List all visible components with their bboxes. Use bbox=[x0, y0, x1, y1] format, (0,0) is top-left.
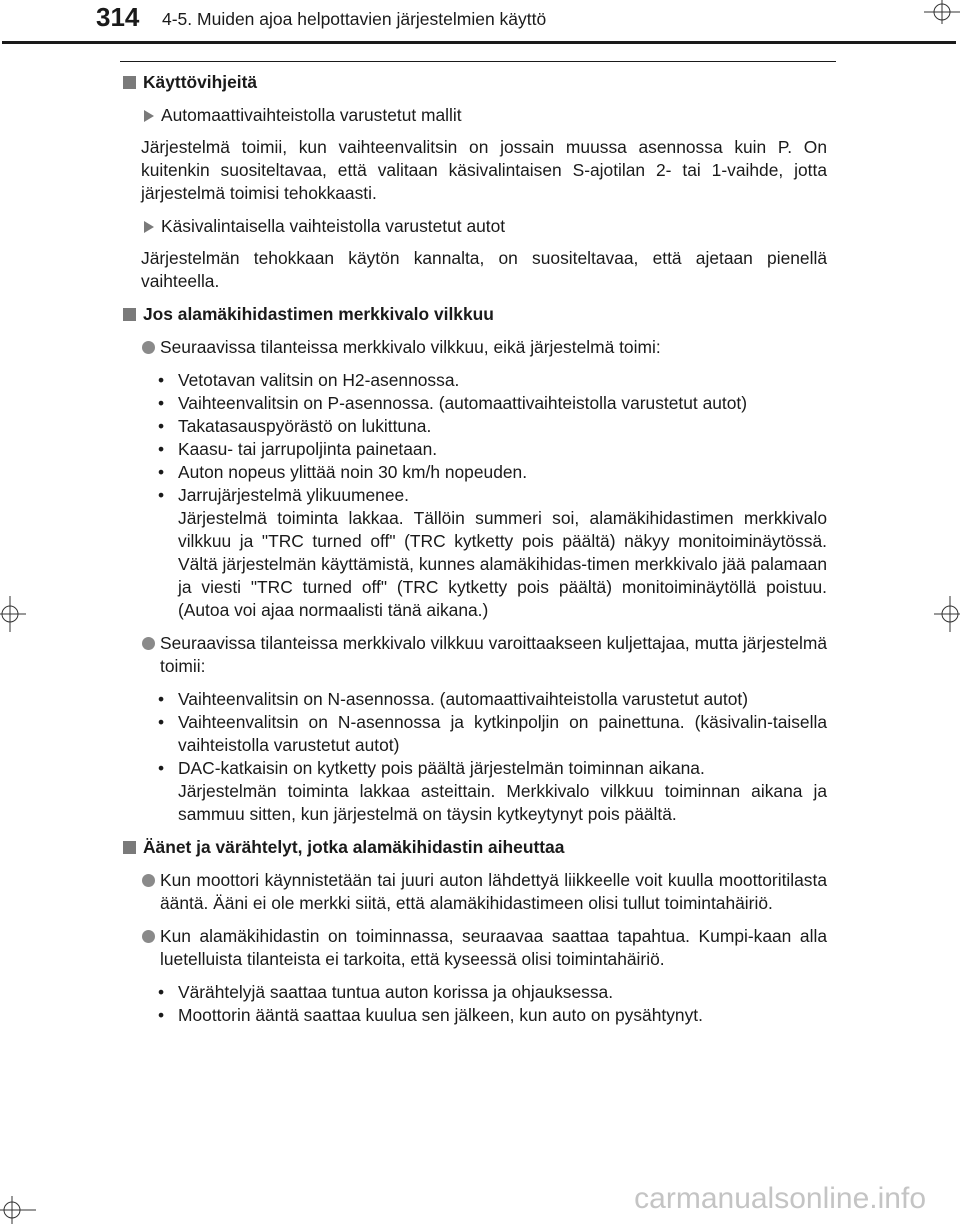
list-item-continuation: Järjestelmä toiminta lakkaa. Tällöin summeri soi, alamäkihidastimen merkkivalo vilkkuu ja "TRC turned off" (TRC kytketty pois päältä) näkyy monitoiminäytössä. Vältä järjestelmän käyttämistä, kunnes alamäkihidas-timen merkkivalo jää palamaan ja viesti "TRC turned off" (TRC kytketty pois päältä) monitoiminäytöllä poistuu. (Autoa voi ajaa normaalisti tänä aikana.) bbox=[178, 508, 827, 620]
paragraph-automatic: Järjestelmä toimii, kun vaihteenvalitsin on jossain muussa asennossa kuin P. On kuitenkin suositeltavaa, että valitaan käsivalintaisen S-ajotilan 2- tai 1-vaihde, jotta järjestelmä toimisi tehokkaasti. bbox=[141, 137, 827, 203]
square-bullet-icon bbox=[123, 76, 136, 89]
circle-item-engine-sound: Kun moottori käynnistetään tai juuri auton lähdettyä liikkeelle voit kuulla moottoritilasta ääntä. Ääni ei ole merkki siitä, että alamäkihidastimeen olisi tullut toimintahäiriö. bbox=[121, 869, 827, 915]
crop-mark-left-mid bbox=[0, 596, 26, 632]
content-top-rule bbox=[120, 61, 836, 62]
square-bullet-icon bbox=[123, 841, 136, 854]
list-item: • Takatasauspyörästö on lukittuna. bbox=[178, 415, 827, 438]
subheading-manual: Käsivalintaisella vaihteistolla varustetut autot bbox=[121, 215, 827, 238]
circle-bullet-icon bbox=[142, 930, 155, 943]
list-system-off-conditions bbox=[121, 369, 827, 622]
triangle-bullet-icon bbox=[144, 221, 154, 233]
page-content bbox=[121, 66, 827, 1037]
list-item: • Auton nopeus ylittää noin 30 km/h nopeuden. bbox=[178, 461, 827, 484]
circle-bullet-icon bbox=[142, 637, 155, 650]
subheading-automatic: Automaattivaihteistolla varustetut mallit bbox=[121, 104, 827, 127]
list-warning-conditions bbox=[121, 688, 827, 826]
running-title: 4-5. Muiden ajoa helpottavien järjestelmien käyttö bbox=[162, 9, 547, 29]
list-item: • Moottorin ääntä saattaa kuulua sen jälkeen, kun auto on pysähtynyt. bbox=[178, 1004, 827, 1027]
list-item: • Värähtelyjä saattaa tuntua auton korissa ja ohjauksessa. bbox=[178, 981, 827, 1004]
list-item: • Jarrujärjestelmä ylikuumenee. Järjestelmä toiminta lakkaa. Tällöin summeri soi, alamäkihidastimen merkkivalo vilkkuu ja "TRC turned off" (TRC kytketty pois päältä) näkyy monitoiminäytössä. Vältä järjestelmän käyttämistä, kunnes alamäkihidas-timen merkkivalo jää palamaan ja viesti "TRC turned off" (TRC kytketty pois päältä) monitoiminäytöllä poistuu. (Autoa voi ajaa normaalisti tänä aikana.) bbox=[178, 484, 827, 622]
triangle-bullet-icon bbox=[144, 110, 154, 122]
watermark: carmanualsonline.info bbox=[634, 1182, 926, 1215]
section-heading-sounds: Äänet ja värähtelyt, jotka alamäkihidastin aiheuttaa bbox=[121, 836, 827, 859]
list-item: • Vaihteenvalitsin on N-asennossa. (automaattivaihteistolla varustetut autot) bbox=[178, 688, 827, 711]
list-item: • DAC-katkaisin on kytketty pois päältä järjestelmän toiminnan aikana. Järjestelmän toiminta lakkaa asteittain. Merkkivalo vilkkuu toiminnan aikana ja sammuu sitten, kun järjestelmä on täysin kytkeytynyt pois päältä. bbox=[178, 757, 827, 826]
list-item: • Kaasu- tai jarrupoljinta painetaan. bbox=[178, 438, 827, 461]
circle-bullet-icon bbox=[142, 874, 155, 887]
list-item: • Vetotavan valitsin on H2-asennossa. bbox=[178, 369, 827, 392]
header-rule bbox=[2, 41, 956, 44]
crop-mark-bottom-left bbox=[0, 1196, 36, 1224]
section-heading-tips: Käyttövihjeitä bbox=[121, 71, 827, 94]
crop-mark-top-right bbox=[924, 0, 960, 24]
list-item: • Vaihteenvalitsin on N-asennossa ja kytkinpoljin on painettuna. (käsivalin-taisella vaihteistolla varustetut autot) bbox=[178, 711, 827, 757]
list-item: • Vaihteenvalitsin on P-asennossa. (automaattivaihteistolla varustetut autot) bbox=[178, 392, 827, 415]
page-number: 314 bbox=[96, 2, 140, 32]
circle-item-operation: Kun alamäkihidastin on toiminnassa, seuraavaa saattaa tapahtua. Kumpi-kaan alla luetelluista tilanteista ei tarkoita, että kyseessä olisi toimintahäiriö. bbox=[121, 925, 827, 971]
circle-item-system-off: Seuraavissa tilanteissa merkkivalo vilkkuu, eikä järjestelmä toimi: bbox=[121, 336, 827, 359]
list-item-continuation: Järjestelmän toiminta lakkaa asteittain. Merkkivalo vilkkuu toiminnan aikana ja sammuu sitten, kun järjestelmä on täysin kytkeytynyt pois päältä. bbox=[178, 781, 827, 824]
list-operation-effects bbox=[121, 981, 827, 1027]
circle-item-warning: Seuraavissa tilanteissa merkkivalo vilkkuu varoittaakseen kuljettajaa, mutta järjestelmä toimii: bbox=[121, 632, 827, 678]
crop-mark-right-mid bbox=[934, 596, 960, 632]
circle-bullet-icon bbox=[142, 341, 155, 354]
square-bullet-icon bbox=[123, 308, 136, 321]
paragraph-manual: Järjestelmän tehokkaan käytön kannalta, on suositeltavaa, että ajetaan pienellä vaihteella. bbox=[141, 248, 827, 291]
section-heading-indicator-flashing: Jos alamäkihidastimen merkkivalo vilkkuu bbox=[121, 303, 827, 326]
